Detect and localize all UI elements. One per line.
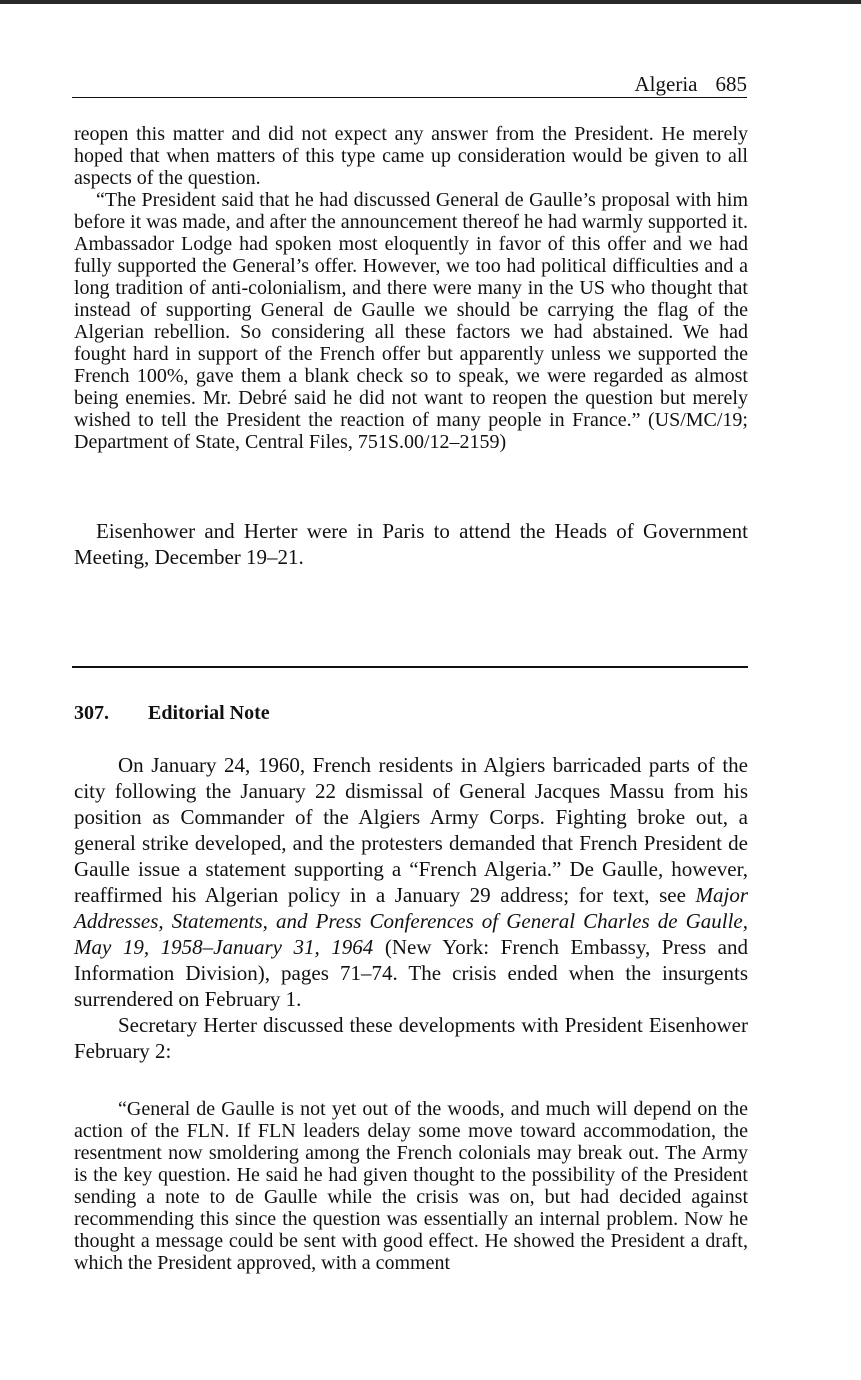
- editorial-text: (New York: French Embassy, Press and Information Division), pages 71–74. The crisis ended when the insurgents surrendered on February 1.: [74, 935, 748, 1011]
- cited-title: Major Addresses, Statements, and Press Conferences of General Charles de Gaulle, May 19, 1958–January 31, 1964: [74, 883, 748, 959]
- closing-note: [74, 518, 748, 570]
- editorial-paragraph-2: Secretary Herter discussed these developments with President Eisenhower February 2:: [74, 1013, 748, 1063]
- section-title: Editorial Note: [148, 702, 270, 724]
- section-number: 307.: [74, 702, 109, 724]
- editorial-note-body: [74, 752, 748, 1064]
- body-paragraph-3: Eisenhower and Herter were in Paris to attend the Heads of Government Meeting, December 19–21.: [74, 519, 748, 569]
- section-heading: [74, 701, 270, 725]
- body-paragraph-1: reopen this matter and did not expect any answer from the President. He merely hoped that when matters of this type came up consideration would be given to all aspects of the question.: [74, 123, 748, 189]
- quoted-memo: [74, 1098, 748, 1274]
- page-number: 685: [715, 72, 747, 96]
- header-rule: [72, 97, 747, 98]
- body-paragraph-2: “The President said that he had discussed General de Gaulle’s proposal with him before it was made, and after the announcement thereof he had warmly supported it. Ambassador Lodge had spoken most eloquently in favor of this offer and we had fully supported the General’s offer. However, we too had political difficulties and a long tradition of anti-colonialism, and there were many in the US who thought that instead of supporting General de Gaulle we should be carrying the flag of the Algerian rebellion. So considering all these factors we had abstained. We had fought hard in support of the French offer but apparently unless we supported the French 100%, gave them a blank check so to speak, we were regarded as almost being enemies. Mr. Debré said he did not want to reopen the question but merely wished to tell the President the reaction of many people in France.” (US/MC/19; Department of State, Central Files, 751S.00/12–2159): [74, 189, 748, 453]
- running-title: Algeria: [634, 72, 698, 96]
- section-rule: [72, 666, 748, 668]
- editorial-paragraph-1: [74, 752, 748, 1012]
- continued-text: [74, 123, 748, 453]
- quote-paragraph: “General de Gaulle is not yet out of the woods, and much will depend on the action of the FLN. If FLN leaders delay some move toward accommodation, the resentment now smoldering among the French colonials may break out. The Army is the key question. He said he had given thought to the possibility of the President sending a note to de Gaulle while the crisis was on, but had decided against recommending this since the question was essentially an internal problem. Now he thought a message could be sent with good effect. He showed the President a draft, which the President approved, with a comment: [74, 1098, 748, 1274]
- running-head: [72, 72, 747, 96]
- top-border: [0, 0, 861, 4]
- editorial-text: On January 24, 1960, French residents in Algiers barricaded parts of the city following the January 22 dismissal of General Jacques Massu from his position as Commander of the Algiers Army Corps. Fighting broke out, a general strike developed, and the protesters demanded that French President de Gaulle issue a statement supporting a “French Algeria.” De Gaulle, however, reaffirmed his Algerian policy in a January 29 address; for text, see: [74, 753, 748, 907]
